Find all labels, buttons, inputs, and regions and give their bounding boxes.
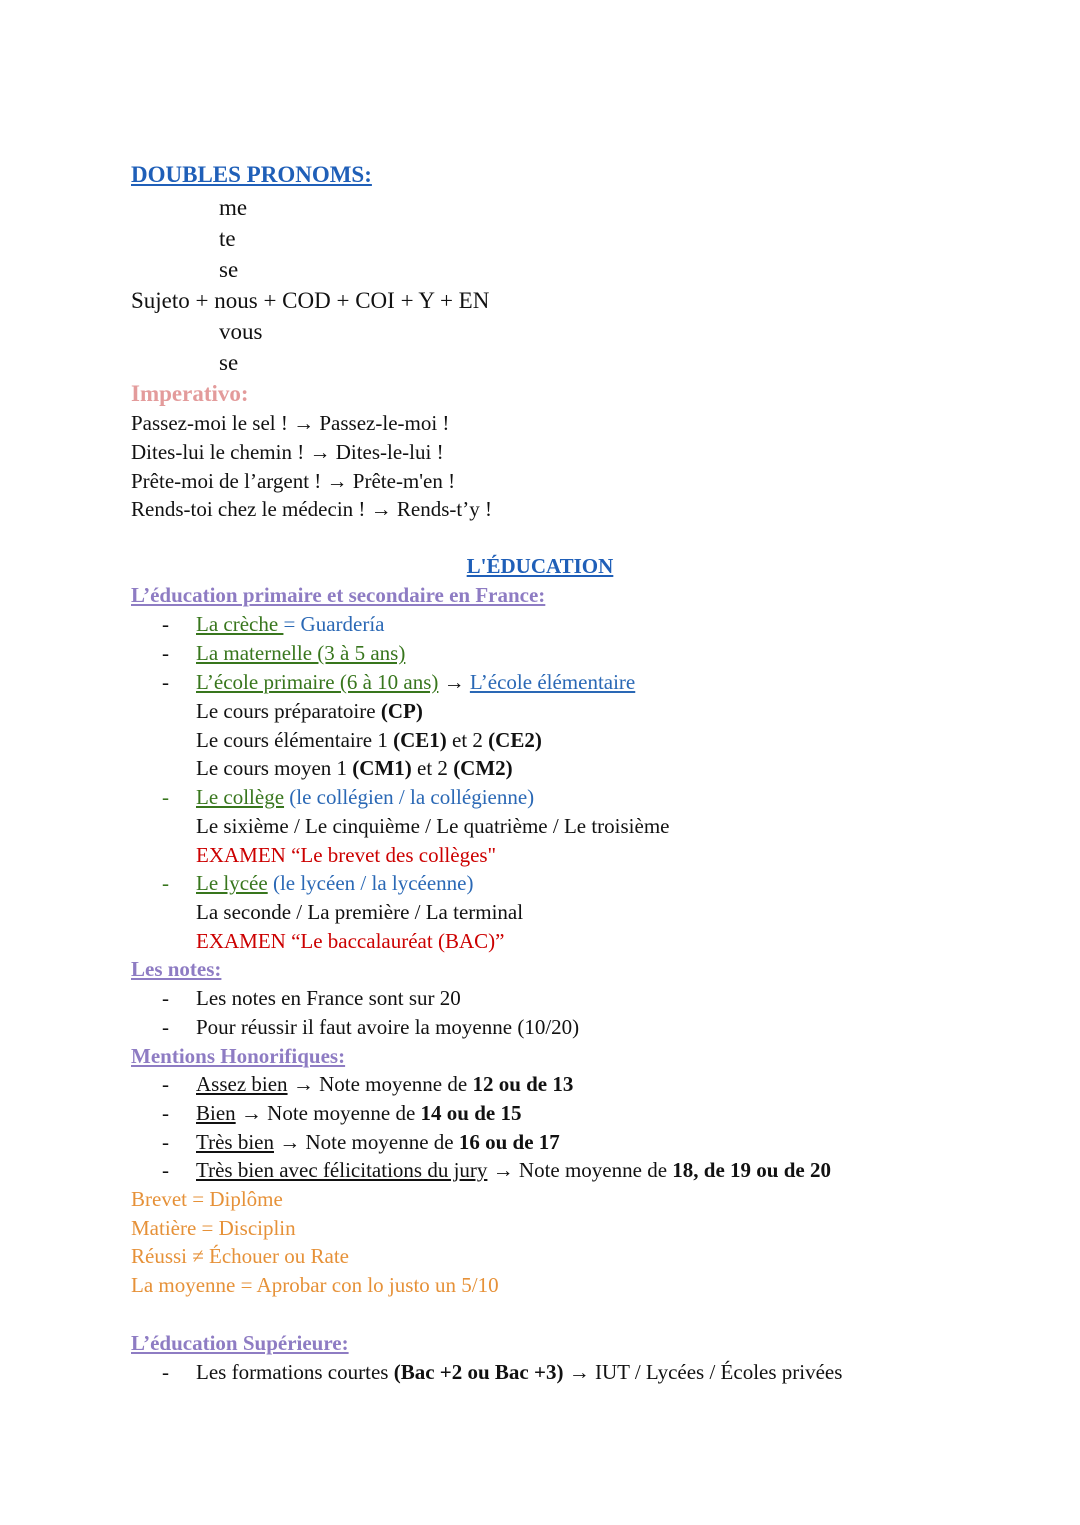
formation-schools: → IUT / Lycées / Écoles privées xyxy=(563,1360,843,1384)
mention-felicitations xyxy=(196,1160,831,1181)
bac-exam: EXAMEN “Le baccalauréat (BAC)” xyxy=(196,929,505,953)
pronoun-me: me xyxy=(219,195,248,220)
vocab-line-2: Matière = Disciplin xyxy=(131,1216,296,1240)
pronoms-title: DOUBLES PRONOMS: xyxy=(131,162,372,187)
lycee-years: La seconde / La première / La terminal xyxy=(196,900,524,924)
college-term: Le collège xyxy=(196,785,285,809)
ce-and: et 2 xyxy=(446,728,489,752)
cm-line xyxy=(196,758,513,779)
bullet-dash: - xyxy=(162,871,169,895)
elementaire-term: L’école élémentaire xyxy=(469,670,636,694)
bullet-dash: - xyxy=(162,1072,169,1096)
cm-and: et 2 xyxy=(411,756,454,780)
primaire-term: L’école primaire (6 à 10 ans) xyxy=(196,670,439,694)
creche-translation: = Guardería xyxy=(283,612,385,636)
creche-term: La crèche xyxy=(196,612,284,636)
mention-name: Très bien avec félicitations du jury xyxy=(196,1158,488,1182)
bullet-dash: - xyxy=(162,1158,169,1182)
ce1-abbr: (CE1) xyxy=(393,728,447,752)
primary-heading: L’éducation primaire et secondaire en France: xyxy=(131,583,546,607)
superieur-heading: L’éducation Supérieure: xyxy=(131,1331,349,1355)
mention-range: 12 ou de 13 xyxy=(472,1072,574,1096)
vocab-line-1: Brevet = Diplôme xyxy=(131,1187,283,1211)
mention-text: → Note moyenne de xyxy=(273,1130,459,1154)
pronoun-vous: vous xyxy=(219,319,263,344)
vocab-line-4: La moyenne = Aprobar con lo justo un 5/10 xyxy=(131,1273,499,1297)
mention-range: 14 ou de 15 xyxy=(420,1101,522,1125)
bullet-dash: - xyxy=(162,612,169,636)
bullet-dash: - xyxy=(162,670,169,694)
mention-text: → Note moyenne de xyxy=(487,1158,673,1182)
imperatif-heading: Imperativo: xyxy=(131,381,249,406)
maternelle-term: La maternelle (3 à 5 ans) xyxy=(196,641,406,665)
education-title xyxy=(0,556,1080,577)
cp-abbr: (CP) xyxy=(380,699,423,723)
mention-name: Bien xyxy=(196,1101,236,1125)
cp-text: Le cours préparatoire xyxy=(196,699,381,723)
ce-text: Le cours élémentaire 1 xyxy=(196,728,394,752)
mention-text: → Note moyenne de xyxy=(287,1072,473,1096)
mention-range: 18, de 19 ou de 20 xyxy=(672,1158,831,1182)
mention-name: Très bien xyxy=(196,1130,274,1154)
cm-text: Le cours moyen 1 xyxy=(196,756,353,780)
imperatif-line-2: Dites-lui le chemin ! → Dites-le-lui ! xyxy=(131,440,444,464)
list-item-creche xyxy=(196,614,384,635)
formation-text: Les formations courtes xyxy=(196,1360,394,1384)
bullet-dash: - xyxy=(162,785,169,809)
college-who: (le collégien / la collégienne) xyxy=(284,785,535,809)
formation-duration: (Bac +2 ou Bac +3) xyxy=(393,1360,564,1384)
mentions-heading: Mentions Honorifiques: xyxy=(131,1044,346,1068)
list-item-primaire xyxy=(196,672,635,693)
vocab-line-3: Réussi ≠ Échouer ou Rate xyxy=(131,1244,349,1268)
cm2-abbr: (CM2) xyxy=(453,756,513,780)
ce-line xyxy=(196,730,542,751)
notes-heading: Les notes: xyxy=(131,957,222,981)
pronoun-se: se xyxy=(219,257,239,282)
bullet-dash: - xyxy=(162,1101,169,1125)
bullet-dash: - xyxy=(162,1130,169,1154)
mention-text: → Note moyenne de xyxy=(235,1101,421,1125)
notes-item-1: Les notes en France sont sur 20 xyxy=(196,986,461,1010)
imperatif-line-1: Passez-moi le sel ! → Passez-le-moi ! xyxy=(131,411,450,435)
brevet-exam: EXAMEN “Le brevet des collèges" xyxy=(196,843,497,867)
mention-assez-bien xyxy=(196,1074,573,1095)
cm1-abbr: (CM1) xyxy=(352,756,412,780)
notes-item-2: Pour réussir il faut avoire la moyenne (10/20) xyxy=(196,1015,580,1039)
pronoun-formula: Sujeto + nous + COD + COI + Y + EN xyxy=(131,288,490,313)
imperatif-line-4: Rends-toi chez le médecin ! → Rends-t’y ! xyxy=(131,497,492,521)
lycee-term: Le lycée xyxy=(196,871,268,895)
bullet-dash: - xyxy=(162,986,169,1010)
education-title-text: L'ÉDUCATION xyxy=(466,554,614,578)
pronoun-se-2: se xyxy=(219,350,239,375)
pronoun-te: te xyxy=(219,226,236,251)
lycee-who: (le lycéen / la lycéenne) xyxy=(267,871,474,895)
mention-range: 16 ou de 17 xyxy=(458,1130,560,1154)
list-item-lycee xyxy=(196,873,474,894)
list-item-maternelle xyxy=(196,643,405,664)
imperatif-line-3: Prête-moi de l’argent ! → Prête-m'en ! xyxy=(131,469,456,493)
college-years: Le sixième / Le cinquième / Le quatrième / Le troisième xyxy=(196,814,670,838)
superieur-item-1 xyxy=(196,1362,842,1383)
ce2-abbr: (CE2) xyxy=(488,728,542,752)
mention-bien xyxy=(196,1103,521,1124)
bullet-dash: - xyxy=(162,1360,169,1384)
list-item-college xyxy=(196,787,534,808)
bullet-dash: - xyxy=(162,641,169,665)
bullet-dash: - xyxy=(162,1015,169,1039)
mention-name: Assez bien xyxy=(196,1072,288,1096)
cp-line xyxy=(196,701,423,722)
primaire-arrow: → xyxy=(438,670,470,694)
mention-tres-bien xyxy=(196,1132,560,1153)
